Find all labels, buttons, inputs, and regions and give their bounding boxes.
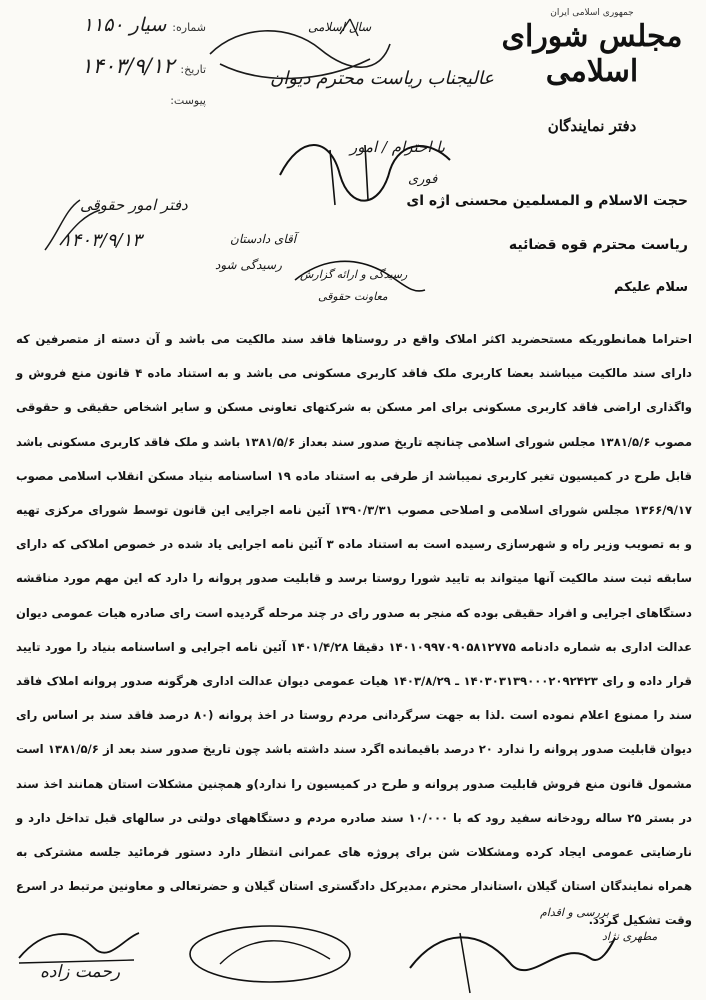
recipient-line-2: ریاست محترم قوه قضائیه bbox=[508, 237, 688, 253]
upper-mid-note-2: فوری bbox=[408, 172, 438, 187]
mid-signature-scribble bbox=[290, 250, 430, 310]
mid-note-4: معاونت حقوقی bbox=[318, 290, 388, 303]
bottom-right-note: بررسی و اقدام bbox=[540, 906, 610, 919]
letter-meta bbox=[6, 14, 206, 120]
left-signature-scribble bbox=[40, 190, 110, 260]
meta-attachment bbox=[6, 94, 206, 120]
top-handwritten-note: عالیجناب ریاست محترم دیوان bbox=[270, 68, 495, 89]
left-handwritten-note: دفتر امور حقوقی bbox=[80, 196, 188, 214]
letterhead-title: مجلس شورای اسلامی bbox=[501, 19, 683, 89]
date-value: ۱۴۰۳/۹/۱۲ bbox=[81, 54, 175, 78]
attachment-label: پیوست: bbox=[170, 94, 206, 107]
top-handwritten-note-2: سال اسلامی bbox=[308, 20, 372, 34]
mid-note-2: رسیدگی شود bbox=[215, 258, 282, 272]
bottom-mid-signature bbox=[180, 914, 380, 994]
date-label: تاریخ: bbox=[180, 63, 206, 76]
bottom-left-name: رحمت زاده bbox=[40, 962, 121, 982]
letterhead bbox=[492, 6, 692, 156]
recipient-line-1: حجت الاسلام و المسلمین محسنی اژه ای bbox=[406, 193, 688, 209]
greeting: سلام علیکم bbox=[614, 280, 688, 295]
meta-number bbox=[6, 14, 206, 54]
bottom-left-signature bbox=[14, 918, 144, 968]
mid-note-3: رسیدگی و ارائه گزارش bbox=[300, 268, 408, 281]
letterhead-office: دفتر نمایندگان bbox=[547, 117, 637, 135]
letterhead-republic: جمهوری اسلامی ایران bbox=[550, 8, 634, 18]
letter-body: احتراما همانطوریکه مستحضرید اکثر املاک واقع در روستاها فاقد سند مالکیت می باشد و آن دسته از متصرفین که دارای سند مالکیت میباشند بعضا کاربری ملک فاقد کاربری مسکونی می باشد و به استناد ماده ۴ قانون منع فروش و واگذاری اراضی فاقد کاربری مسکونی برای امر مسکن به شرکتهای تعاونی مسکن و سایر اشخاص حقیقی و حقوقی مصوب ۱۳۸۱/۵/۶ مجلس شورای اسلامی چنانچه تاریخ صدور سند بعداز ۱۳۸۱/۵/۶ باشد و ملک فاقد کاربری مسکونی باشد قابل طرح در کمیسیون تغیر کاربری نمیباشد از طرفی به استناد ماده ۱۹ اساسنامه بنیاد مسکن انقلاب اسلامی مصوب ۱۳۶۶/۹/۱۷ مجلس شورای اسلامی و اصلاحی مصوب ۱۳۹۰/۳/۳۱ آئین نامه اجرایی این قانون توسط شورای مرکزی تهیه و به تصویب وزیر راه و شهرسازی رسیده است به استناد ماده ۳ آئین نامه اجرایی یاد شده در خصوص املاکی که دارای سابقه ثبت سند مالکیت آنها میتواند به تایید شورا روستا برسد و قابلیت صدور پروانه را دارد که این مهم مورد مناقشه دستگاهای اجرایی و افراد حقیقی بوده که منجر به صدور رای در چند مرحله گردیده است رای صادره هیات عمومی دیوان عدالت اداری به شماره دادنامه ۱۴۰۱۰۹۹۷۰۹۰۵۸۱۲۷۷۵ دقیقا ۱۴۰۱/۴/۲۸ آئین نامه اجرایی و اساسنامه بنیاد را مورد تایید قرار داده و رای ۱۴۰۳۰۳۱۳۹۰۰۰۲۰۹۲۴۲۳ ـ ۱۴۰۳/۸/۲۹ هیات عمومی دیوان عدالت اداری هرگونه صدور پروانه املاک فاقد سند را ممنوع اعلام نموده است .لذا به جهت سرگردانی مردم روستا در اخذ پروانه (۸۰ درصد فاقد سند بر اساس رای دیوان قابلیت صدور پروانه را ندارد ۲۰ درصد باقیمانده اگرد سند داشته باشد چون تاریخ صدور سند بعد از ۱۳۸۱/۵/۶ است مشمول قانون منع فروش قابلیت صدور پروانه و طرح در کمیسیون را ندارد)و همچنین مشکلات استان همانند اخذ سند در بستر ۲۵ ساله رودخانه سفید رود که با ۱۰/۰۰۰ سند صادره مردم و دستگاههای دولتی در سالهای قبل تداخل دارد و نارضایتی عمومی ایجاد کرده ومشکلات شن برای پروژه های عمرانی انتظار دارد دستور فرمائید جلسه مشترکی به همراه نمایندگان استان گیلان ،استاندار محترم ،مدیرکل دادگستری استان گیلان و حضرتعالی و معاونین مرتبط در اسرع وقت تشکیل گردد. bbox=[16, 332, 693, 928]
upper-mid-note: با احترام / امور bbox=[350, 138, 445, 156]
bottom-right-signature bbox=[400, 918, 620, 998]
meta-date bbox=[6, 54, 206, 94]
bottom-right-note-2: مطهری نژاد bbox=[602, 930, 658, 943]
left-handwritten-date: ۱۴۰۳/۹/۱۳ bbox=[62, 230, 142, 251]
number-label: شماره: bbox=[172, 21, 206, 34]
mid-note-1: آقای دادستان bbox=[230, 232, 297, 246]
number-value: سیار ۱۱۵۰ bbox=[82, 14, 167, 36]
